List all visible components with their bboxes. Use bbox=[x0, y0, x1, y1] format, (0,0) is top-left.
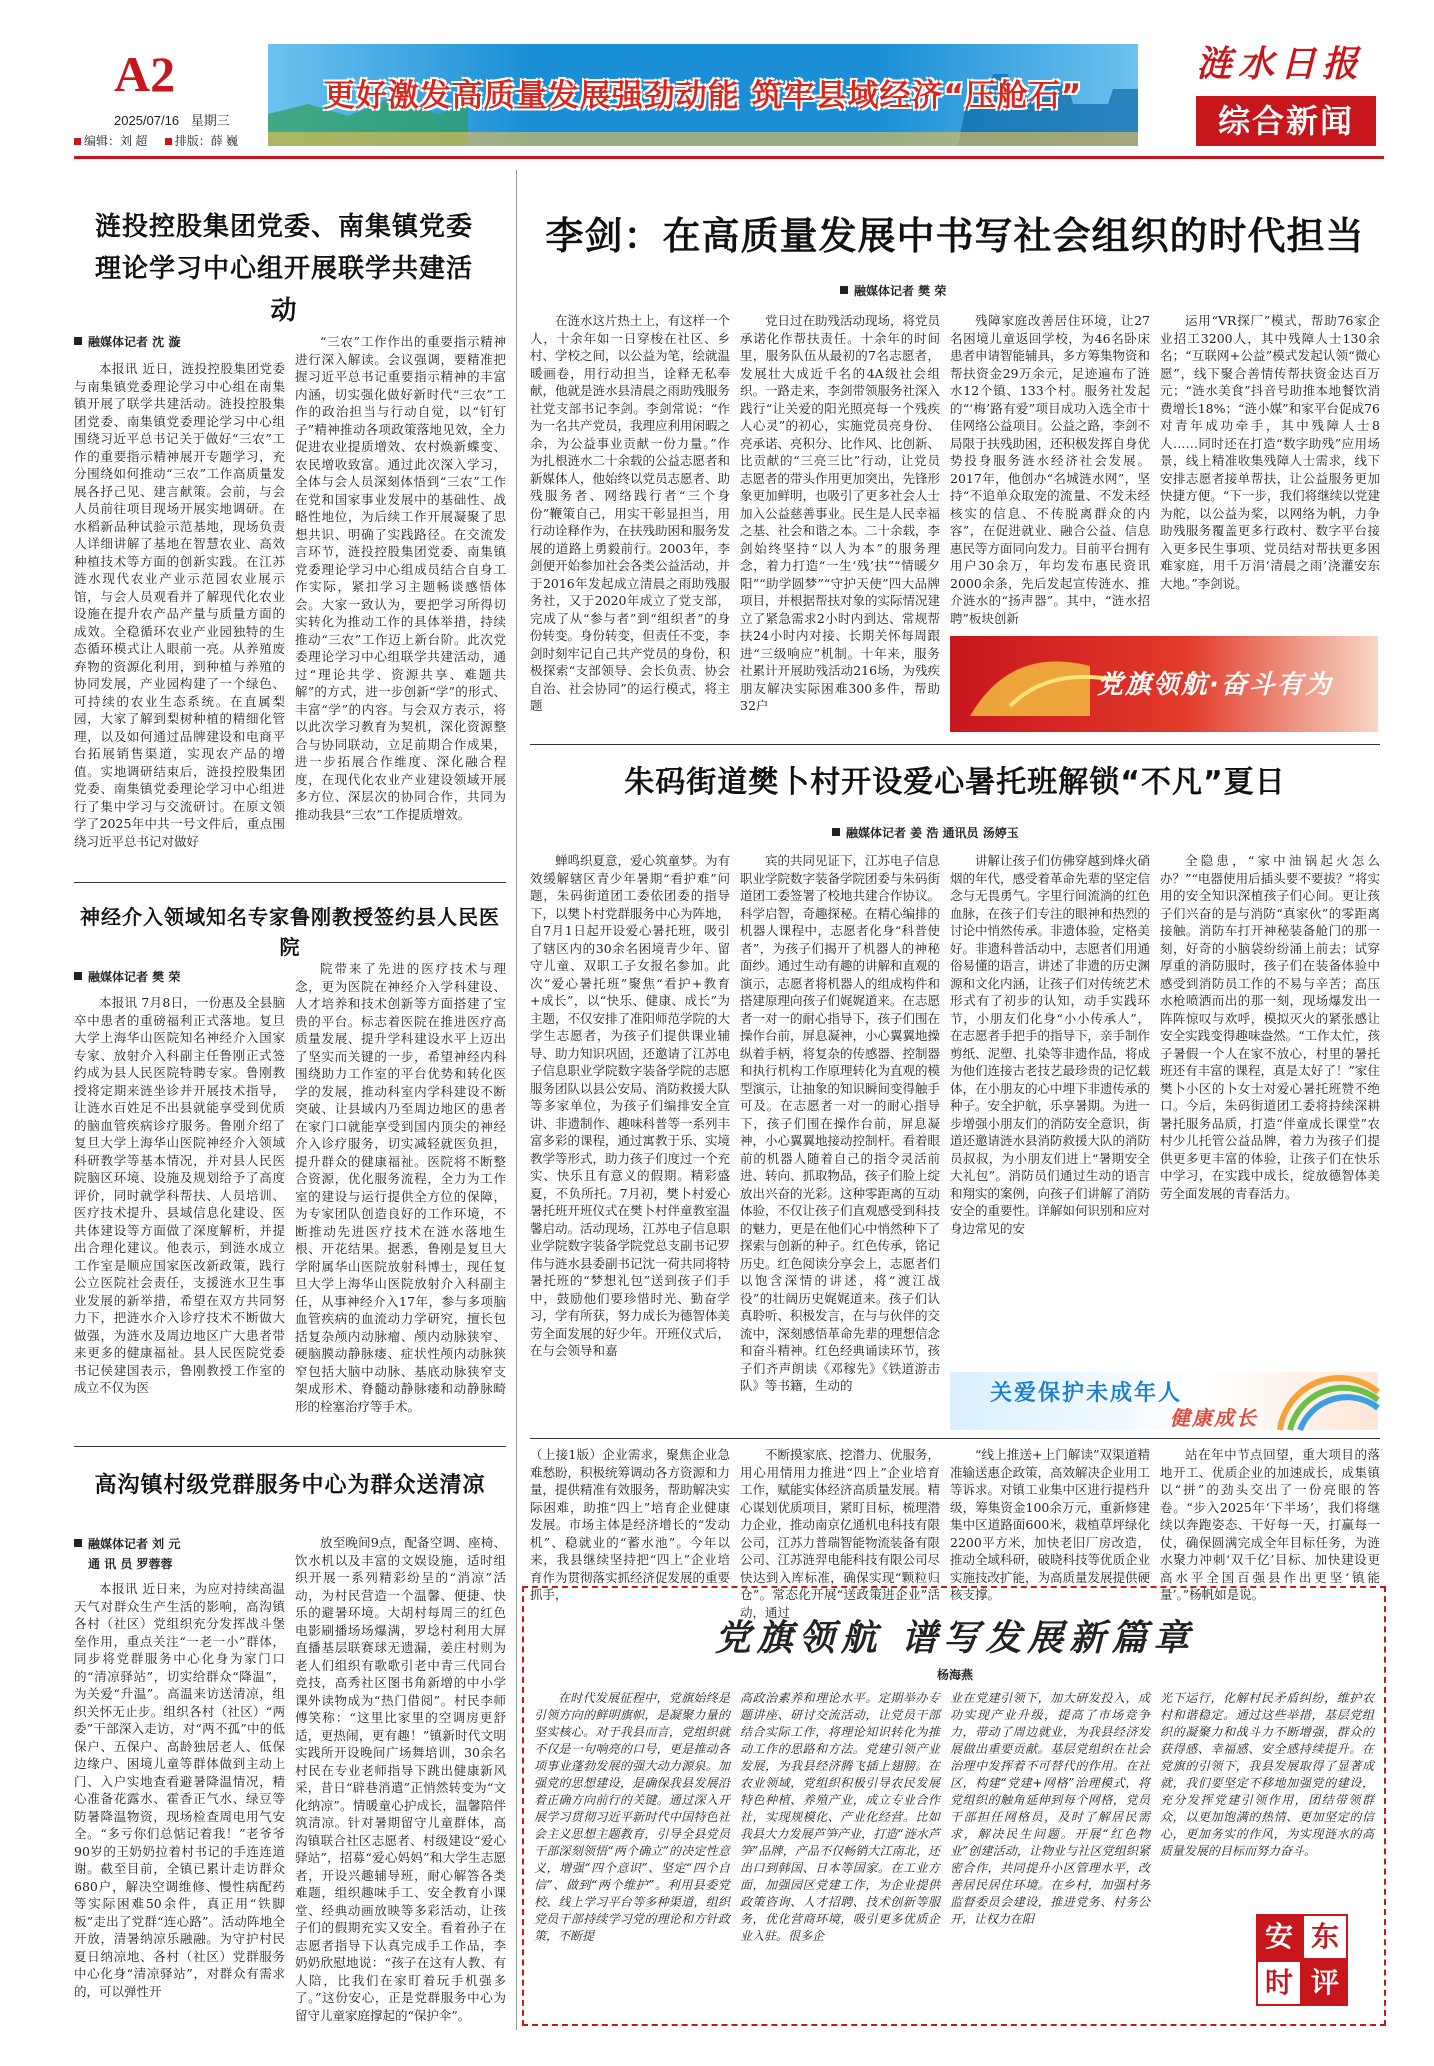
editor-credits bbox=[74, 132, 238, 149]
article4-text-2: 党日过在助残活动现场，将党员承诺化作帮扶责任。十余年的时间里，服务队伍从最初的7名志愿者，发展壮大成近千名的4A级社会组织。一路走来，李剑带领服务社深入践行“让关爱的阳光照亮每一个残疾人心灵”的初心，实施党员亮身份、亮承诺、亮积分、比作风、比创新、比贡献的“三亮三比”行动，让党员志愿者的带头作用更加突出，先锋形象更加鲜明，也吸引了更多社会人士加入公益慈善事业。民生是人民幸福之基、社会和谐之本。二十余载，李剑始终坚持“以人为本”的服务理念，着力打造“一生‘残’扶”“情暖夕阳”“助学圆梦”“守护天使”四大品牌项目，并根据帮扶对象的实际情况建立了紧急需求2小时内到达、常规帮扶24小时内对接、长期关怀每周跟进“三级响应”机制。十年来，服务社累计开展助残活动216场，为残疾朋友解决实际困难300多件，帮助32户 bbox=[740, 313, 941, 713]
masthead-rule bbox=[74, 156, 1384, 159]
continuation-column-3 bbox=[950, 1446, 1151, 1602]
feature-column-1 bbox=[534, 1690, 730, 2020]
article1-text-2: “三农”工作作出的重要指示精神进行深入解读。会议强调，要精准把握习近平总书记重要指示精神的丰富内涵，切实强化做好新时代“三农”工作的政治担当与行动自觉，以“钉钉子”精神推动各项政策落地见效，全力促进农业提质增效、农村焕新蝶变、农民增收致富。通过此次深入学习，全体与会人员深刻体悟到“三农”工作在党和国家事业发展中的基础性、战略性地位，为后续工作开展凝聚了思想共识、明确了实践路径。在交流发言环节，涟投控股集团党委、南集镇党委理论学习中心组成员结合自身工作实际，紧扣学习主题畅谈感悟体会。大家一致认为，要把学习所得切实转化为推动工作的具体举措，持续推动“三农”工作迈上新台阶。此次党委理论学习中心组联学共建活动，通过“理论共学、资源共享、难题共解”的方式，进一步创新“学”的形式、丰富“学”的内容。与会双方表示，将以此次学习教育为契机，深化资源整合与协同联动，立足前期合作成果，进一步拓展合作维度、深化融合程度，在现代化农业产业建设领域开展多方位、深层次的协同合作，共同为推动我县“三农”工作提质增效。 bbox=[295, 334, 506, 822]
child-protection-text-1: 关爱保护未成年人 bbox=[990, 1381, 1183, 1406]
article4-title: 李剑：在高质量发展中书写社会组织的时代担当 bbox=[545, 214, 1365, 258]
article1-byline bbox=[74, 333, 180, 350]
stamp-char: 安 bbox=[1256, 1914, 1302, 1960]
feature-text-2: 高政治素养和理论水平。定期举办专题讲座、研讨交流活动，让党员干部结合实际工作，将理论知识转化为推动工作的思路和方法。党建引领产业发展，为我县经济腾飞插上翅膀。在农业领域，党组织积极引导农民发展特色种植、养殖产业，成立专业合作社，实现规模化、产业化经营。比如我县大力发展芦笋产业，打造“涟水芦笋”品牌，产品不仅畅销大江南北，还出口到韩国、日本等国家。在工业方面，加强园区党建工作，为企业提供政策咨询、人才招聘、技术创新等服务，优化营商环境，吸引更多优质企业入驻。很多企 bbox=[740, 1691, 940, 1943]
article5-column-4 bbox=[1160, 852, 1380, 1364]
article5-text-1: 蝉鸣织夏意，爱心筑童梦。为有效缓解辖区青少年暑期“看护难”问题，朱码街道团工委依团委的指导下，以樊卜村党群服务中心为阵地，自7月1日起开设爱心暑托班，吸引了辖区内的30余名困境青少年、留守儿童、双职工子女报名参加。此次“爱心暑托班”聚焦“看护+教育+成长”，以“快乐、健康、成长”为主题，不仅安排了准阳师范学院的大学生志愿者，为孩子们提供课业辅导、助力知识巩固，还邀请了江苏电子信息职业学院数字装备学院的志愿服务团队以县公安局、消防救援大队等多家单位，为孩子们编排安全宣讲、非遗制作、趣味科普等一系列丰富多彩的课程，通过寓教于乐、实境教学等形式，助力孩子们度过一个充实、快乐且有意义的假期。精彩盛夏，不负所托。7月初，樊卜村爱心暑托班开班仪式在樊卜村伴童教室温馨启动。活动现场，江苏电子信息职业学院数字装备学院党总支副书记罗伟与涟水县委副书记沈一荷共同将特暑托班的“梦想礼包”送到孩子们手中，鼓励他们要珍惜时光、勤奋学习，学有所获，努力成长为德智体美劳全面发展的好少年。开班仪式后，在与会领导和嘉 bbox=[530, 853, 731, 1358]
article5-column-3 bbox=[950, 852, 1150, 1364]
byline-text: 融媒体记者 沈 漩 bbox=[88, 335, 181, 349]
article4-text-1: 在涟水这片热土上，有这样一个人，十余年如一日穿梭在社区、乡村、学校之间，以公益为笔，绘就温暖画卷，用行动担当，诠释无私奉献，他就是涟水县清晨之雨助残服务社党支部书记李剑。李剑常说：“作为一名共产党员，我理应利用闲暇之余，为公益事业贡献一份力量。”作为扎根涟水二十余载的公益志愿者和新媒体人，他始终以党员志愿者、助残服务者、网络践行者“三个身份”鞭策自己，用实干彰显担当，用行动诠释作为，在扶残助困和服务发展的道路上勇毅前行。2003年，李剑便开始参加社会各类公益活动，并于2016年发起成立清晨之雨助残服务社，又于2020年成立了党支部，完成了从“参与者”到“组织者”的身份转变。身份转变，但责任不变，李剑时刻牢记自己共产党员的身份，积极探索“支部领导、会长负责、协会自治、社会协同”的运行模式，将主题 bbox=[530, 313, 731, 713]
divider bbox=[530, 744, 1380, 745]
article3-byline bbox=[74, 1534, 180, 1574]
feature-author: 杨海燕 bbox=[936, 1668, 973, 1682]
page-number: A2 bbox=[114, 46, 176, 102]
article4-text-4: 运用“VR探厂”模式，帮助76家企业招工3200人，其中残障人士130余名；“互联网+公益”模式发起认领“微心愿”，线下聚合善情传帮扶资金达百万元；“涟水美食”抖音号助推本地餐饮消费增长18%；“涟小媒”和家平台促成76对青年成功牵手，其中残障人士8人……同时还在打造“数字助残”应用场景，线上精准收集残障人士需求，线下安排志愿者接单帮扶，让公益服务更加快捷方便。“下一步，我们将继续以党建为舵，以公益为桨，以网络为帆，力争助残服务覆盖更多行政村、数字平台接入更多民生事项、党员结对帮扶更多困难家庭，用千万涓‘清晨之雨’浇灌安东大地。”李剑说。 bbox=[1160, 313, 1380, 591]
article5-byline bbox=[832, 824, 1019, 841]
feature-column-4 bbox=[1160, 1690, 1374, 1900]
article2-column-2 bbox=[295, 960, 506, 1438]
weekday: 星期三 bbox=[190, 113, 230, 128]
continuation-text-2: 不断摸家底、挖潜力、优服务，用心用情用力推进“四上”企业培育工作，赋能实体经济高质量发展。精心谋划优质项目，紧盯目标，梳理潜力企业，推动南京亿通机电科技有限公司，江苏力普瑞智能物流装备有限公司、江苏涟羿电能科技有限公司尽快达到入库标准，确保实现“颗粒归仓”。常态化开展“送政策进企业”活动，通过 bbox=[740, 1447, 941, 1620]
article2-title: 神经介入领域知名专家鲁刚教授签约县人民医院 bbox=[80, 905, 500, 959]
feature-column-3 bbox=[950, 1690, 1150, 2020]
continuation-column-2 bbox=[740, 1446, 941, 1620]
child-protection-graphic bbox=[950, 1372, 1378, 1430]
article2-text-2: 院带来了先进的医疗技术与理念，更为医院在神经介入学科建设、人才培养和技术创新等方面搭建了宝贵的平台。标志着医院在推进医疗高质量发展、提升学科建设水平上迈出了坚实而关键的一步，希望神经内科围绕助力工作室的平台优势和转化医学的发展，推动科室内学科建设不断突破、让县域内乃至周边地区的患者在家门口就能享受到国内顶尖的神经介入诊疗服务，切实减轻就医负担，提升群众的健康福祉。医院将不断整合资源，优化服务流程，全力为工作室的建设与运行提供全方位的保障，为专家团队创造良好的工作环境，不断推动先进医疗技术在涟水落地生根、开花结果。据悉，鲁刚是复旦大学附属华山医院放射科博士，现任复旦大学上海华山医院放射介入科副主任，从事神经介入17年，参与多项脑血管疾病的血流动力学研究，擅长包括复杂颅内动脉瘤、颅内动脉狭窄、硬脑膜动静脉瘘、症状性颅内动脉狭窄包括大脑中动脉、基底动脉狭窄支架成形术、脊髓动静脉瘘和动静脉畸形的栓塞治疗等手术。 bbox=[295, 961, 506, 1414]
article3-text-2: 放至晚间9点，配备空调、座椅、饮水机以及丰富的文娱设施，适时组织开展一系列精彩纷呈的“消凉”活动，为村民营造一个温馨、便捷、快乐的避暑环境。大胡村每周三的红色电影刷播场场爆满，罗埝村利用大屏直播基层联赛球无遗漏，姜庄村则为老人们组织有歌歌引老中青三代同台竞技，高秀社区图书角新增的中小学课外读物成为“热门借阅”。村民李师傅笑称：“这里比家里的空调房更舒适，更热闹，更有趣！”镇新时代文明实践所开设晚间广场舞培训，30余名村民在专业老师指导下跳出健康新风采，昔日“辟巷消遣”正悄然转变为“文化纳凉”。情暖童心护成长，温馨陪伴筑清凉。针对暑期留守儿童群体，高沟镇联合社区志愿者、村级建设“爱心驿站”，招募“爱心妈妈”和大学生志愿者，开设兴趣辅导班，耐心解答各类难题，组织趣味手工、安全教育小课堂、经典动画放映等多彩活动，让孩子们的假期充实又安全。看着孙子在志愿者指导下认真完成手工作品，李奶奶欣慰地说：“孩子在这有人教、有人陪，比我们在家盯着玩手机强多了。”这份安心，正是党群服务中心为留守儿童家庭撑起的“保护伞”。 bbox=[295, 1535, 506, 2023]
byline-text: 融媒体记者 樊 荣 bbox=[88, 970, 181, 984]
stamp-char: 评 bbox=[1302, 1960, 1348, 2006]
feature-text-1: 在时代发展征程中，党旗始终是引领方向的鲜明旗帜，是凝聚力量的坚实核心。对于我县而言，党组织就不仅是一句响亮的口号，更是推动各项事业蓬勃发展的强大动力源泉。加强党的思想建设，是确保我县发展沿着正确方向前行的关键。通过深入开展学习贯彻习近平新时代中国特色社会主义思想主题教育，引导全县党员干部深刻领悟“两个确立”的决定性意义，增强“四个意识”、坚定“四个自信”、做到“两个维护”。利用县委党校、线上学习平台等多种渠道，组织党员干部持续学习党的理论和方针政策，不断提 bbox=[534, 1691, 730, 1943]
article4-column-2 bbox=[740, 312, 940, 738]
bullet-icon bbox=[74, 972, 82, 980]
editor: 编辑：刘 超 bbox=[84, 134, 148, 148]
divider bbox=[530, 1438, 1380, 1439]
layout-editor: 排版：薛 巍 bbox=[174, 134, 239, 148]
article4-text-3: 残障家庭改善居住环境，让27名困境儿童返回学校，为46名卧床患者申请智能辅具，多方筹集物资和帮扶资金29万余元，足迹遍布了涟水12个镇、133个村。服务社发起的“‘梅’路有爱”项目成功入选全市十佳网络公益项目。公益之路，李剑不局限于扶残助困，还积极发挥自身优势投身服务涟水经济社会发展。2017年，他创办“名城涟水网”，坚持“不追单众取宠的流量、不发未经核实的信息、不传脱离群众的内容”，在促进就业、融合公益、信息惠民等方面同向发力。目前平台拥有用户30余万，年均发布惠民资讯2000余条，先后发起宣传涟水、推介涟水的“扬声器”。其中，“涟水招聘”板块创新 bbox=[950, 313, 1151, 626]
bullet-icon bbox=[74, 138, 81, 145]
article2-text-1: 本报讯 7月8日，一份惠及全县脑卒中患者的重磅福利正式落地。复旦大学上海华山医院知名神经介入国家专家、放射介入科副主任鲁刚正式签约成为县人民医院特聘专家。鲁刚教授将定期来涟坐诊并开展技术指导，让涟水百姓足不出县就能享受到优质的脑血管疾病诊疗服务。鲁刚介绍了复旦大学上海华山医院神经介入领域科研教学等基本情况，并对县人民医院脑区环境、设施及规划给予了高度评价，同时就学科帮扶、人员培训、医疗技术提升、县域信息化建设、医共体建设等方面做了深度解析，并提出合理化建议。他表示，到涟水成立工作室是顺应国家医改新政策，践行公立医院社会责任，支援涟水卫生事业发展的新举措，希望在双方共同努力下，把涟水介入诊疗技术不断做大做强，为涟水及周边地区广大患者带来更多的健康福祉。县人民医院党委书记侯建国表示，鲁刚教授工作室的成立不仅为医 bbox=[74, 995, 285, 1395]
bullet-icon bbox=[74, 337, 82, 345]
byline-text: 融媒体记者 刘 元 bbox=[88, 1537, 181, 1551]
feature-text-4: 光下运行，化解村民矛盾纠纷，维护农村和谐稳定。通过这些举措，基层党组织的凝聚力和战斗力不断增强，群众的获得感、幸福感、安全感持续提升。在党旗的引领下，我县发展取得了显著成就，我们要坚定不移地加强党的建设，充分发挥党建引领作用，团结带领群众，以更加饱满的热情、更加坚定的信心，更加务实的作风，为实现涟水的高质量发展的目标而努力奋斗。 bbox=[1160, 1691, 1374, 1858]
article4-byline bbox=[840, 282, 946, 299]
divider bbox=[74, 882, 506, 883]
feature-column-2 bbox=[740, 1690, 940, 2020]
article1-title-line2: 理论学习中心组开展联学共建活动 bbox=[94, 254, 473, 326]
section-name: 综合新闻 bbox=[1196, 96, 1376, 146]
article1-column-1 bbox=[74, 360, 285, 874]
article1-title bbox=[84, 206, 484, 332]
article5-column-1 bbox=[530, 852, 730, 1430]
stamp-char: 东 bbox=[1302, 1914, 1348, 1960]
byline-text: 融媒体记者 姜 浩 通讯员 汤婷玉 bbox=[846, 826, 1019, 840]
article4-column-1 bbox=[530, 312, 730, 738]
date: 2025/07/16 bbox=[114, 113, 180, 128]
byline-text: 融媒体记者 樊 荣 bbox=[854, 284, 947, 298]
article3-column-1 bbox=[74, 1580, 285, 2020]
feature-text-3: 业在党建引领下，加大研发投入，成功实现产业升级，提高了市场竞争力，带动了周边就业，为我县经济发展做出重要贡献。基层党组织在社会治理中发挥着不可替代的作用。在社区，构建“党建+网格”治理模式，将党组织的触角延伸到每个网格，党员干部担任网格员，及时了解居民需求，解决民生问题。开展“红色物业”创建活动，让物业与社区党组织紧密合作，共同提升小区管理水平，改善居民居住环境。在乡村，加强村务监督委员会建设，推进党务、村务公开，让权力在阳 bbox=[950, 1691, 1150, 1926]
article3-text-1: 本报讯 近日来，为应对持续高温天气对群众生产生活的影响，高沟镇各村（社区）党组织充分发挥战斗堡垒作用，重点关注“一老一小”群体，同步将党群服务中心化身为家门口的“清凉驿站”，切实给群众“降温”，为关爱“升温”。高温来访送清凉，组织关怀无止步。组织各村（社区）“两委”干部深入走访，对“两不孤”中的低保户、五保户、高龄独居老人、低保边缘户、困境儿童等群体做到主动上门、入户实地查看避暑降温情况，精心准备花露水、霍香正气水、绿豆等防暑降温物资，现场检查周电用气安全。“多亏你们总惦记着我！”老爷爷90岁的王奶奶拉着村书记的手连连道谢。截至目前，全镇已累计走访群众680户，解决空调维修、慢性病配药等实际困难50余件，真正用“铁脚板”走出了党群“连心路”。活动阵地全开放，清暑纳凉乐融融。为守护村民夏日纳凉地、各村（社区）党群服务中心化身“清凉驿站”，对群众有需求的，可以弹性开 bbox=[74, 1581, 285, 1999]
bullet-icon bbox=[840, 286, 848, 294]
continuation-column-1 bbox=[530, 1446, 731, 1602]
divider bbox=[74, 1446, 506, 1447]
article5-text-4: 全隐患，“家中油锅起火怎么办？”“电器使用后插头要不要拔？”将实用的安全知识深植孩子们心间。更让孩子们兴奋的是与消防“真家伙”的零距离接触。消防车打开神秘装备舱门的那一刻，好奇的小脑袋纷纷涌上前去；试穿厚重的消防服时，孩子们在装备体验中感受到消防员工作的不易与辛苦；高压水枪喷洒而出的那一刻，现场爆发出一阵阵惊叹与欢呼，模拟灭火的紧张感让安全实践变得趣味盎然。“工作太忙，孩子暑假一个人在家不放心，村里的暑托班还有丰富的课程，真是太好了！”家住樊卜小区的卜女士对爱心暑托班赞不绝口。今后，朱码街道团工委将持续深耕暑托服务品质，打造“伴童成长课堂”农村少儿托管公益品牌，着力为孩子们提供更多更丰富的体验，让孩子们在快乐中学习，在实践中成长，绽放德智体美劳全面发展的青春活力。 bbox=[1160, 853, 1380, 1201]
party-flag-text: 党旗领航·奋斗有为 bbox=[1097, 670, 1333, 700]
newspaper-name: 涟水日报 bbox=[1196, 43, 1365, 85]
article5-column-2 bbox=[740, 852, 940, 1430]
article3-column-2 bbox=[295, 1534, 506, 2023]
continuation-text-3: “线上推送+上门解读”双渠道精准输送惠企政策，高效解决企业用工等诉求。对镇工业集中区进行提档升级，筹集资金100余万元，重新修建集中区道路面600米，栽植草坪绿化2200平方米，加快老旧厂房改造，推动全域科研，破晓科技等优质企业实施技改扩能，为高质量发展提供硬核支撑。 bbox=[950, 1447, 1151, 1602]
byline-text: 通 讯 员 罗蓉蓉 bbox=[88, 1557, 173, 1571]
continuation-text-1: （上接1版）企业需求，聚焦企业急难愁盼，积极统筹调动各方资源和力量，提供精准有效服务，帮助解决实际困难，助推“四上”培育企业健康发展。市场主体是经济增长的“发动机”、稳就业的“蓄水池”。今年以来，我县继续坚持把“四上”企业培育作为贯彻落实抓经济促发展的重要抓手， bbox=[530, 1447, 731, 1602]
article1-title-line1: 涟投控股集团党委、南集镇党委 bbox=[94, 212, 473, 242]
continuation-text-4: 站在年中节点回望，重大项目的落地开工、优质企业的加速成长，成集镇以“拼”的劲头交出了一份亮眼的答卷。“步入2025年‘下半场’，我们将继续以奔跑姿态、干好每一天，打赢每一仗，确保圆满完成全年目标任务，为涟水聚力冲刺‘双千亿’目标、加快建设更高水平全国百强县作出更坚‘镇能量’。”杨帆如是说。 bbox=[1160, 1447, 1380, 1602]
article1-text-1: 本报讯 近日，涟投控股集团党委与南集镇党委理论学习中心组在南集镇开展了联学共建活动。涟投控股集团党委、南集镇党委理论学习中心组围绕习近平总书记关于做好“三农”工作的重要指示精神展开专题学习，充分围绕如何推动“三农”工作高质量发展各抒己见、建言献策。会前，与会人员前往项目现场开展实地调研。在水稻新品种试验示范基地，现场负责人详细讲解了基地在智慧农业、高效种植技术等方面的创新实践。在江苏涟水现代农业产业示范园农业展示馆，与会人员观看并了解现代化农业设施在提升农产品产量与质量方面的成效。全稳循环农业产业园独特的生态循环模式让人眼前一亮。从养殖废弃物的资源化利用，到种植与养殖的协同发展，产业园构建了一个绿色、可持续的农业生态系统。在直属梨园，大家了解到梨树种植的精细化管理，以及如何通过品牌建设和电商平台拓展销售渠道，实现农产品的增值。实地调研结束后，涟投控股集团党委、南集镇党委理论学习中心组进行了集中学习与交流研讨。在原文领学了2025年中共一号文件后，重点围绕习近平总书记对做好 bbox=[74, 361, 285, 849]
bullet-icon bbox=[165, 138, 172, 145]
child-protection-text-2: 健康成长 bbox=[1170, 1406, 1258, 1430]
article1-column-2 bbox=[295, 333, 506, 874]
feature-title: 党旗领航 谱写发展新篇章 bbox=[714, 1617, 1196, 1659]
issue-date bbox=[114, 110, 230, 129]
bullet-icon bbox=[832, 828, 840, 836]
article3-title: 高沟镇村级党群服务中心为群众送清凉 bbox=[94, 1473, 486, 1498]
commentary-stamp bbox=[1256, 1914, 1348, 2006]
continuation-column-4 bbox=[1160, 1446, 1380, 1602]
article5-text-2: 宾的共同见证下，江苏电子信息职业学院数字装备学院团委与朱码街道团工委签署了校地共建合作协议。科学启智，奇趣探秘。在精心编排的机器人课程中，志愿者化身“科普使者”，为孩子们揭开了机器人的神秘面纱。通过生动有趣的讲解和直观的演示，志愿者将机器人的组成构件和搭建原理向孩子们娓娓道来。在志愿者一对一的耐心指导下，孩子们围在操作台前，屏息凝神，小心翼翼地操纵着手柄，将复杂的传感器、控制器和执行机构工作原理转化为直观的模型演示，让抽象的知识瞬间变得触手可及。在志愿者一对一的耐心指导下，孩子们围在操作台前，屏息凝神，小心翼翼地接动控制杆。看着眼前的机器人随着自己的指令灵活前进、转向、抓取物品，孩子们脸上绽放出兴奋的光彩。这种零距离的互动体验，不仅让孩子们直观感受到科技的魅力，更是在他们心中悄然种下了探索与创新的种子。红色传承，铭记历史。红色阅读分享会上，志愿者们以饱含深情的讲述，将“渡江战役”的壮阔历史娓娓道来。孩子们认真聆听、积极发言，在与与伙伴的交流中，深刻感悟革命先辈的理想信念和奋斗精神。红色经典诵读环节，孩子们齐声朗读《邓稼先》《铁道游击队》等书籍，生动的 bbox=[740, 853, 941, 1393]
party-flag-graphic bbox=[950, 636, 1378, 732]
article2-byline bbox=[74, 968, 180, 985]
article4-column-4 bbox=[1160, 312, 1380, 624]
article2-column-1 bbox=[74, 994, 285, 1438]
column-divider bbox=[516, 170, 517, 2030]
stamp-char: 时 bbox=[1256, 1960, 1302, 2006]
article5-text-3: 讲解让孩子们仿佛穿越到烽火硝烟的年代，感受着革命先辈的坚定信念与无畏勇气。字里行间流淌的红色血脉，在孩子们专注的眼神和热烈的讨论中悄然传承。非遗体验，定格美好。非遗科普活动中，志愿者们用通俗易懂的语言，讲述了非遗的历史渊源和文化内涵，让孩子们对传统艺术形式有了初步的认知，动手实践环节，小朋友们化身“小小传承人”，在志愿者手把手的指导下，亲手制作剪纸、泥塑、扎染等非遗作品，将成为他们连接古老技艺最珍贵的记忆载体，在小朋友的心中埋下非遗传承的种子。安全护航，乐享暑期。为进一步增强小朋友们的消防安全意识，街道还邀请涟水县消防救援大队的消防员叔叔，为小朋友们进上“暑期安全大礼包”。消防员们通过生动的语言和翔实的案例，向孩子们讲解了消防安全的重要性。详解如何识别和应对身边常见的安 bbox=[950, 853, 1151, 1236]
banner bbox=[268, 44, 1138, 146]
bullet-icon bbox=[74, 1539, 82, 1547]
banner-slogan: 更好激发高质量发展强劲动能 筑牢县域经济“压舱石” bbox=[323, 78, 1083, 114]
article5-title: 朱码街道樊卜村开设爱心暑托班解锁“不凡”夏日 bbox=[624, 765, 1286, 800]
